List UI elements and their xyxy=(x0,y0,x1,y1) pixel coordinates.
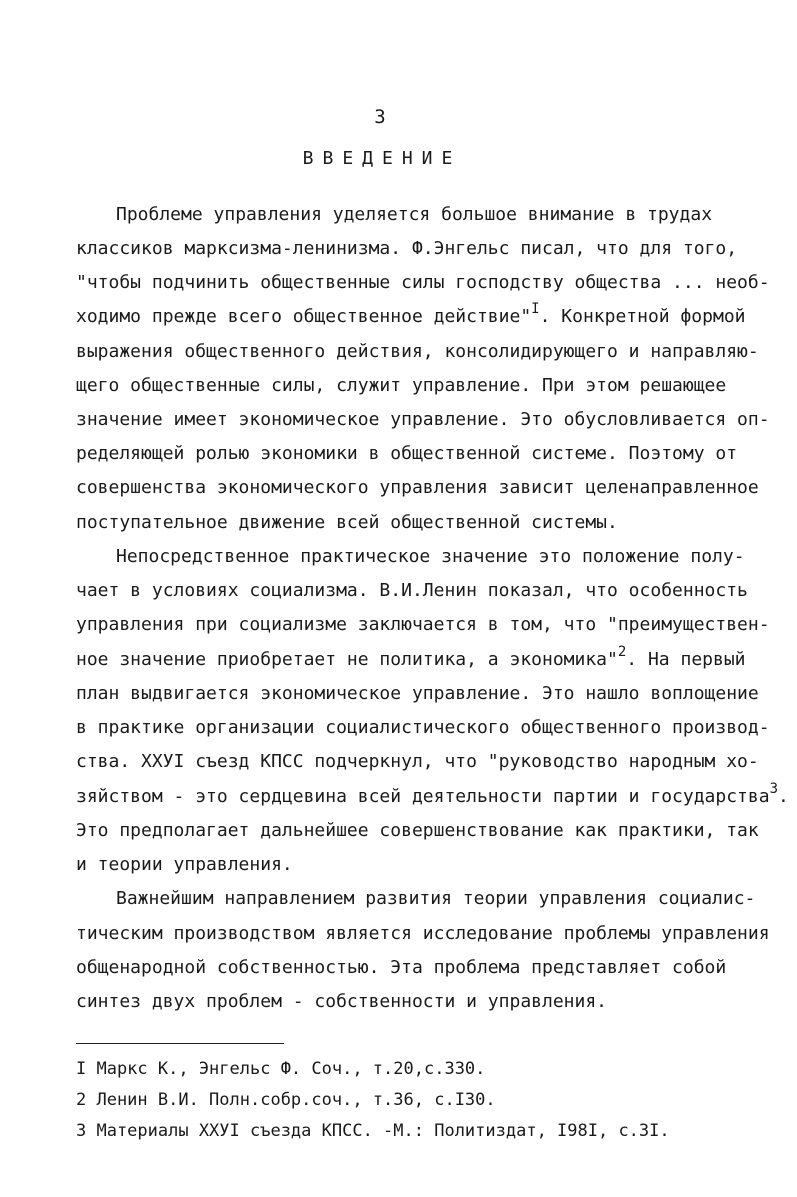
body-text: . Конкретной формой xyxy=(539,306,746,327)
footnote: 2 Ленин В.И. Полн.собр.соч., т.36, с.I30. xyxy=(76,1090,496,1110)
body-line xyxy=(76,301,746,329)
body-text: ходимо прежде всего общественное действие" xyxy=(76,306,532,327)
body-text: . На первый xyxy=(626,649,746,670)
body-line: "чтобы подчинить общественные силы господству общества ... необ- xyxy=(76,272,770,293)
body-line: ства. XXУI съезд КПСС подчеркнул, что "руководство народным хо- xyxy=(76,751,759,772)
footnote-ref: I xyxy=(531,301,540,317)
body-line: поступательное движение всей общественной системы. xyxy=(76,512,618,533)
body-line: ределяющей ролью экономики в общественной системе. Поэтому от xyxy=(76,443,738,464)
body-line: общенародной собственностью. Эта проблема представляет собой xyxy=(76,957,727,978)
body-line: и теории управления. xyxy=(76,854,293,875)
body-line: значение имеет экономическое управление. Это обусловливается оп- xyxy=(76,409,770,430)
body-line: щего общественные силы, служит управление. При этом решающее xyxy=(76,375,727,396)
footnote-ref: 2 xyxy=(617,644,627,660)
body-line xyxy=(76,644,746,672)
body-line: в практике организации социалистического общественного производ- xyxy=(76,717,770,738)
body-line: тическим производством является исследование проблемы управления xyxy=(76,923,770,944)
body-line: синтез двух проблем - собственности и управления. xyxy=(76,991,608,1012)
body-line: классиков марксизма-ленинизма. Ф.Энгельс писал, что для того, xyxy=(76,238,738,259)
footnote: I Маркс К., Энгельс Ф. Соч., т.20,с.330. xyxy=(76,1059,486,1079)
body-line: Важнейшим направлением развития теории управления социалис- xyxy=(116,888,756,909)
page-number: 3 xyxy=(374,106,386,128)
body-line: Проблеме управления уделяется большое внимание в трудах xyxy=(116,204,713,225)
body-line: выражения общественного действия, консолидирующего и направляю- xyxy=(76,341,759,362)
footnote-divider xyxy=(76,1043,284,1044)
body-line xyxy=(76,781,789,809)
body-line: совершенства экономического управления зависит целенаправленное xyxy=(76,477,759,498)
body-line: Это предполагает дальнейшее совершенствование как практики, так xyxy=(76,820,759,841)
body-line: чает в условиях социализма. В.И.Ленин показал, что особенность xyxy=(76,580,748,601)
body-text: ное значение приобретает не политика, а экономика" xyxy=(76,649,618,670)
footnote-ref: 3 xyxy=(769,781,778,797)
body-text: . xyxy=(778,786,789,807)
body-text: зяйством - это сердцевина всей деятельности партии и государства xyxy=(76,786,770,807)
footnote: 3 Материалы XXУI съезда КПСС. -М.: Политиздат, I98I, с.3I. xyxy=(76,1121,670,1141)
body-line: Непосредственное практическое значение это положение полу- xyxy=(116,546,745,567)
body-line: управления при социализме заключается в том, что "преимуществен- xyxy=(76,614,770,635)
section-heading: ВВЕДЕНИЕ xyxy=(302,148,462,169)
body-line: план выдвигается экономическое управление. Это нашло воплощение xyxy=(76,683,759,704)
